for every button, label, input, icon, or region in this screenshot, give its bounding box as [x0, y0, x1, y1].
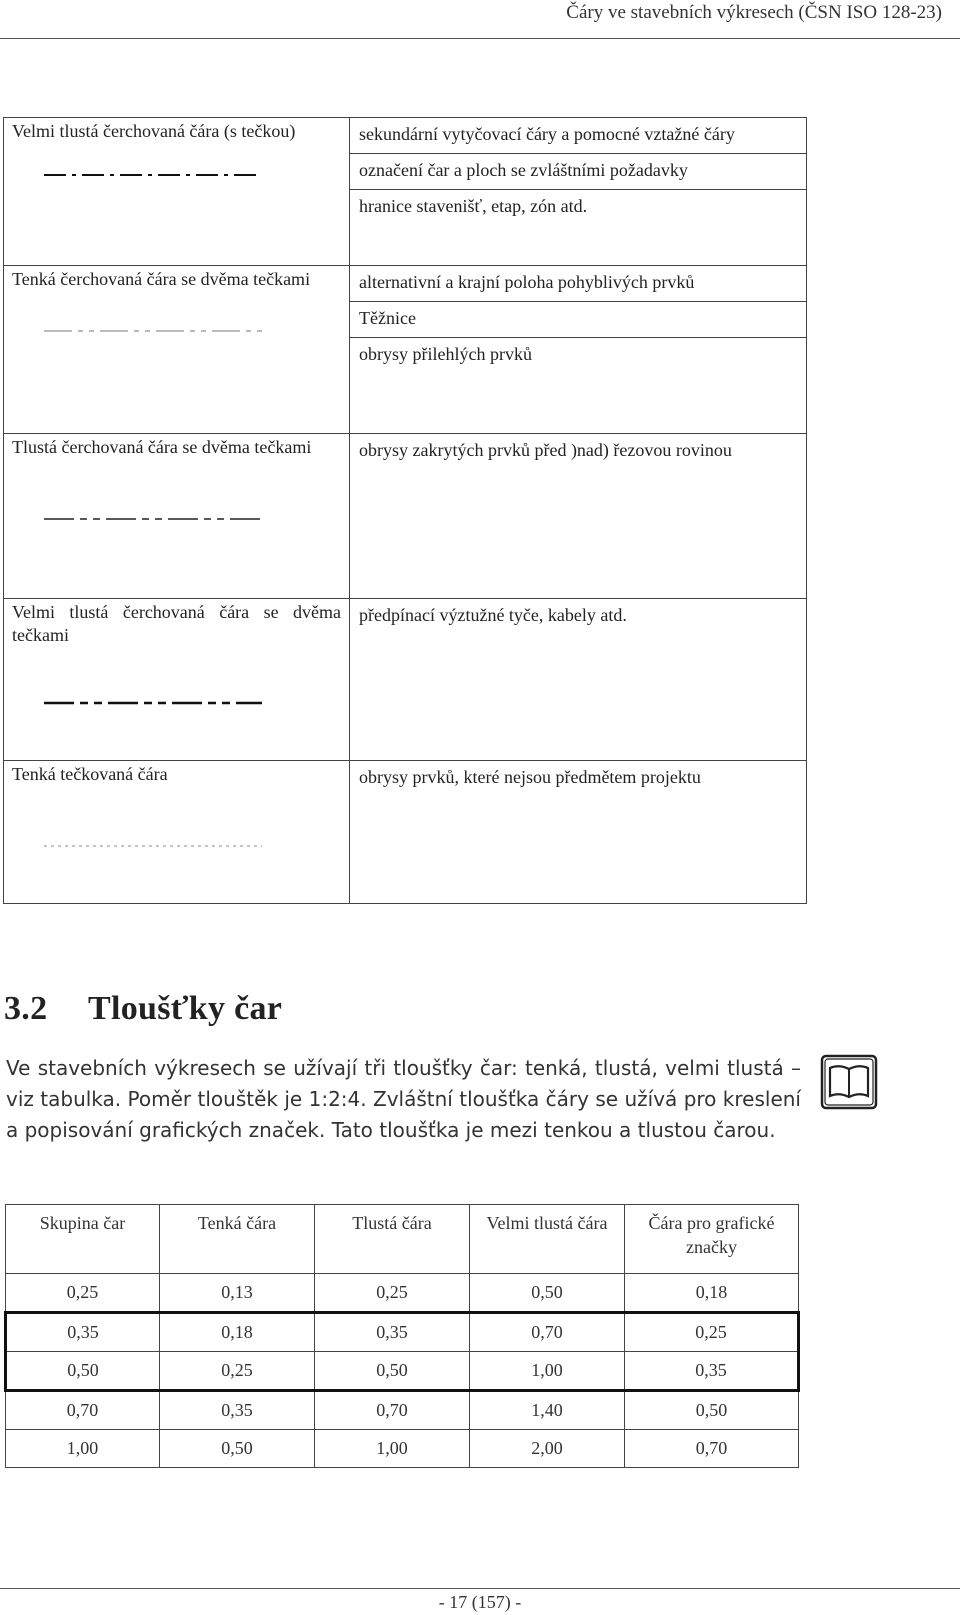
table-header-row: [6, 1205, 799, 1274]
table-row-highlighted: [6, 1313, 799, 1352]
table-row: [6, 1430, 799, 1468]
table-cell: 0,50: [6, 1352, 160, 1391]
table-row: [4, 118, 807, 266]
line-type-use: obrysy prvků, které nejsou předmětem projektu: [359, 767, 701, 787]
line-type-use: obrysy zakrytých prvků před )nad) řezovou rovinou: [359, 440, 732, 460]
table-cell: 0,13: [160, 1274, 315, 1313]
table-cell: 0,50: [625, 1391, 799, 1430]
line-sample: [4, 311, 349, 351]
table-cell: 0,25: [160, 1352, 315, 1391]
footer-divider: [0, 1588, 960, 1589]
table-cell: 0,70: [625, 1430, 799, 1468]
line-sample: [4, 499, 349, 539]
line-type-name: Tenká čerchovaná čára se dvěma tečkami: [12, 269, 311, 289]
table-cell: 0,25: [625, 1313, 799, 1352]
table-cell: 0,50: [315, 1352, 470, 1391]
table-cell: 0,25: [6, 1274, 160, 1313]
line-type-use: alternativní a krajní poloha pohyblivých prvků: [350, 266, 806, 302]
header-divider: [0, 38, 960, 39]
table-cell: 0,18: [625, 1274, 799, 1313]
table-cell: 0,50: [470, 1274, 625, 1313]
table-row-highlighted: [6, 1352, 799, 1391]
column-header: Velmi tlustá čára: [470, 1205, 625, 1274]
thickness-table: [4, 1204, 800, 1468]
line-type-use: obrysy přilehlých prvků: [359, 344, 532, 364]
line-sample: [4, 826, 349, 866]
line-type-name: Tenká tečkovaná čára: [12, 764, 168, 784]
line-sample: [4, 160, 349, 190]
table-cell: 1,00: [315, 1430, 470, 1468]
line-type-use: označení čar a ploch se zvláštními požadavky: [350, 154, 806, 190]
table-cell: 1,40: [470, 1391, 625, 1430]
column-header: Tenká čára: [160, 1205, 315, 1274]
page-number: - 17 (157) -: [438, 1592, 522, 1612]
table-row: [4, 761, 807, 904]
table-cell: 0,35: [625, 1352, 799, 1391]
line-type-name: Velmi tlustá čerchovaná čára (s tečkou): [12, 121, 296, 141]
table-cell: 0,35: [315, 1313, 470, 1352]
column-header: Čára pro grafické značky: [625, 1205, 799, 1274]
table-row: [4, 434, 807, 599]
table-cell: 0,70: [315, 1391, 470, 1430]
line-type-name: Velmi tlustá čerchovaná čára se dvěma tečkami: [12, 602, 341, 645]
table-cell: 0,18: [160, 1313, 315, 1352]
line-type-use: předpínací výztužné tyče, kabely atd.: [359, 605, 627, 625]
table-row: [6, 1274, 799, 1313]
table-cell: 0,35: [160, 1391, 315, 1430]
table-cell: 0,25: [315, 1274, 470, 1313]
table-cell: 1,00: [470, 1352, 625, 1391]
table-row: [4, 599, 807, 761]
table-cell: 1,00: [6, 1430, 160, 1468]
section-number: 3.2: [4, 990, 48, 1027]
line-types-table: [3, 117, 807, 904]
line-type-use: hranice stavenišť, etap, zón atd.: [359, 196, 588, 216]
column-header: Skupina čar: [6, 1205, 160, 1274]
table-row: [6, 1391, 799, 1430]
table-row: [4, 266, 807, 434]
section-heading: [4, 990, 282, 1028]
line-sample: [4, 683, 349, 723]
running-head: Čáry ve stavebních výkresech (ČSN ISO 128-23): [566, 2, 942, 23]
table-cell: 0,70: [470, 1313, 625, 1352]
table-cell: 0,50: [160, 1430, 315, 1468]
section-paragraph: Ve stavebních výkresech se užívají tři tloušťky čar: tenká, tlustá, velmi tlustá – viz tabulka. Poměr tlouštěk je 1:2:4. Zvláštní tloušťka čáry se užívá pro kreslení a popisování grafických značek. Tato tloušťka je mezi tenkou a tlustou čarou.: [6, 1056, 801, 1142]
book-icon: [820, 1054, 878, 1110]
line-type-use: sekundární vytyčovací čáry a pomocné vztažné čáry: [350, 118, 806, 154]
line-type-name: Tlustá čerchovaná čára se dvěma tečkami: [12, 437, 312, 457]
table-cell: 0,35: [6, 1313, 160, 1352]
section-title: Tloušťky čar: [88, 990, 283, 1027]
table-cell: 2,00: [470, 1430, 625, 1468]
column-header: Tlustá čára: [315, 1205, 470, 1274]
line-type-use: Těžnice: [350, 302, 806, 338]
table-cell: 0,70: [6, 1391, 160, 1430]
